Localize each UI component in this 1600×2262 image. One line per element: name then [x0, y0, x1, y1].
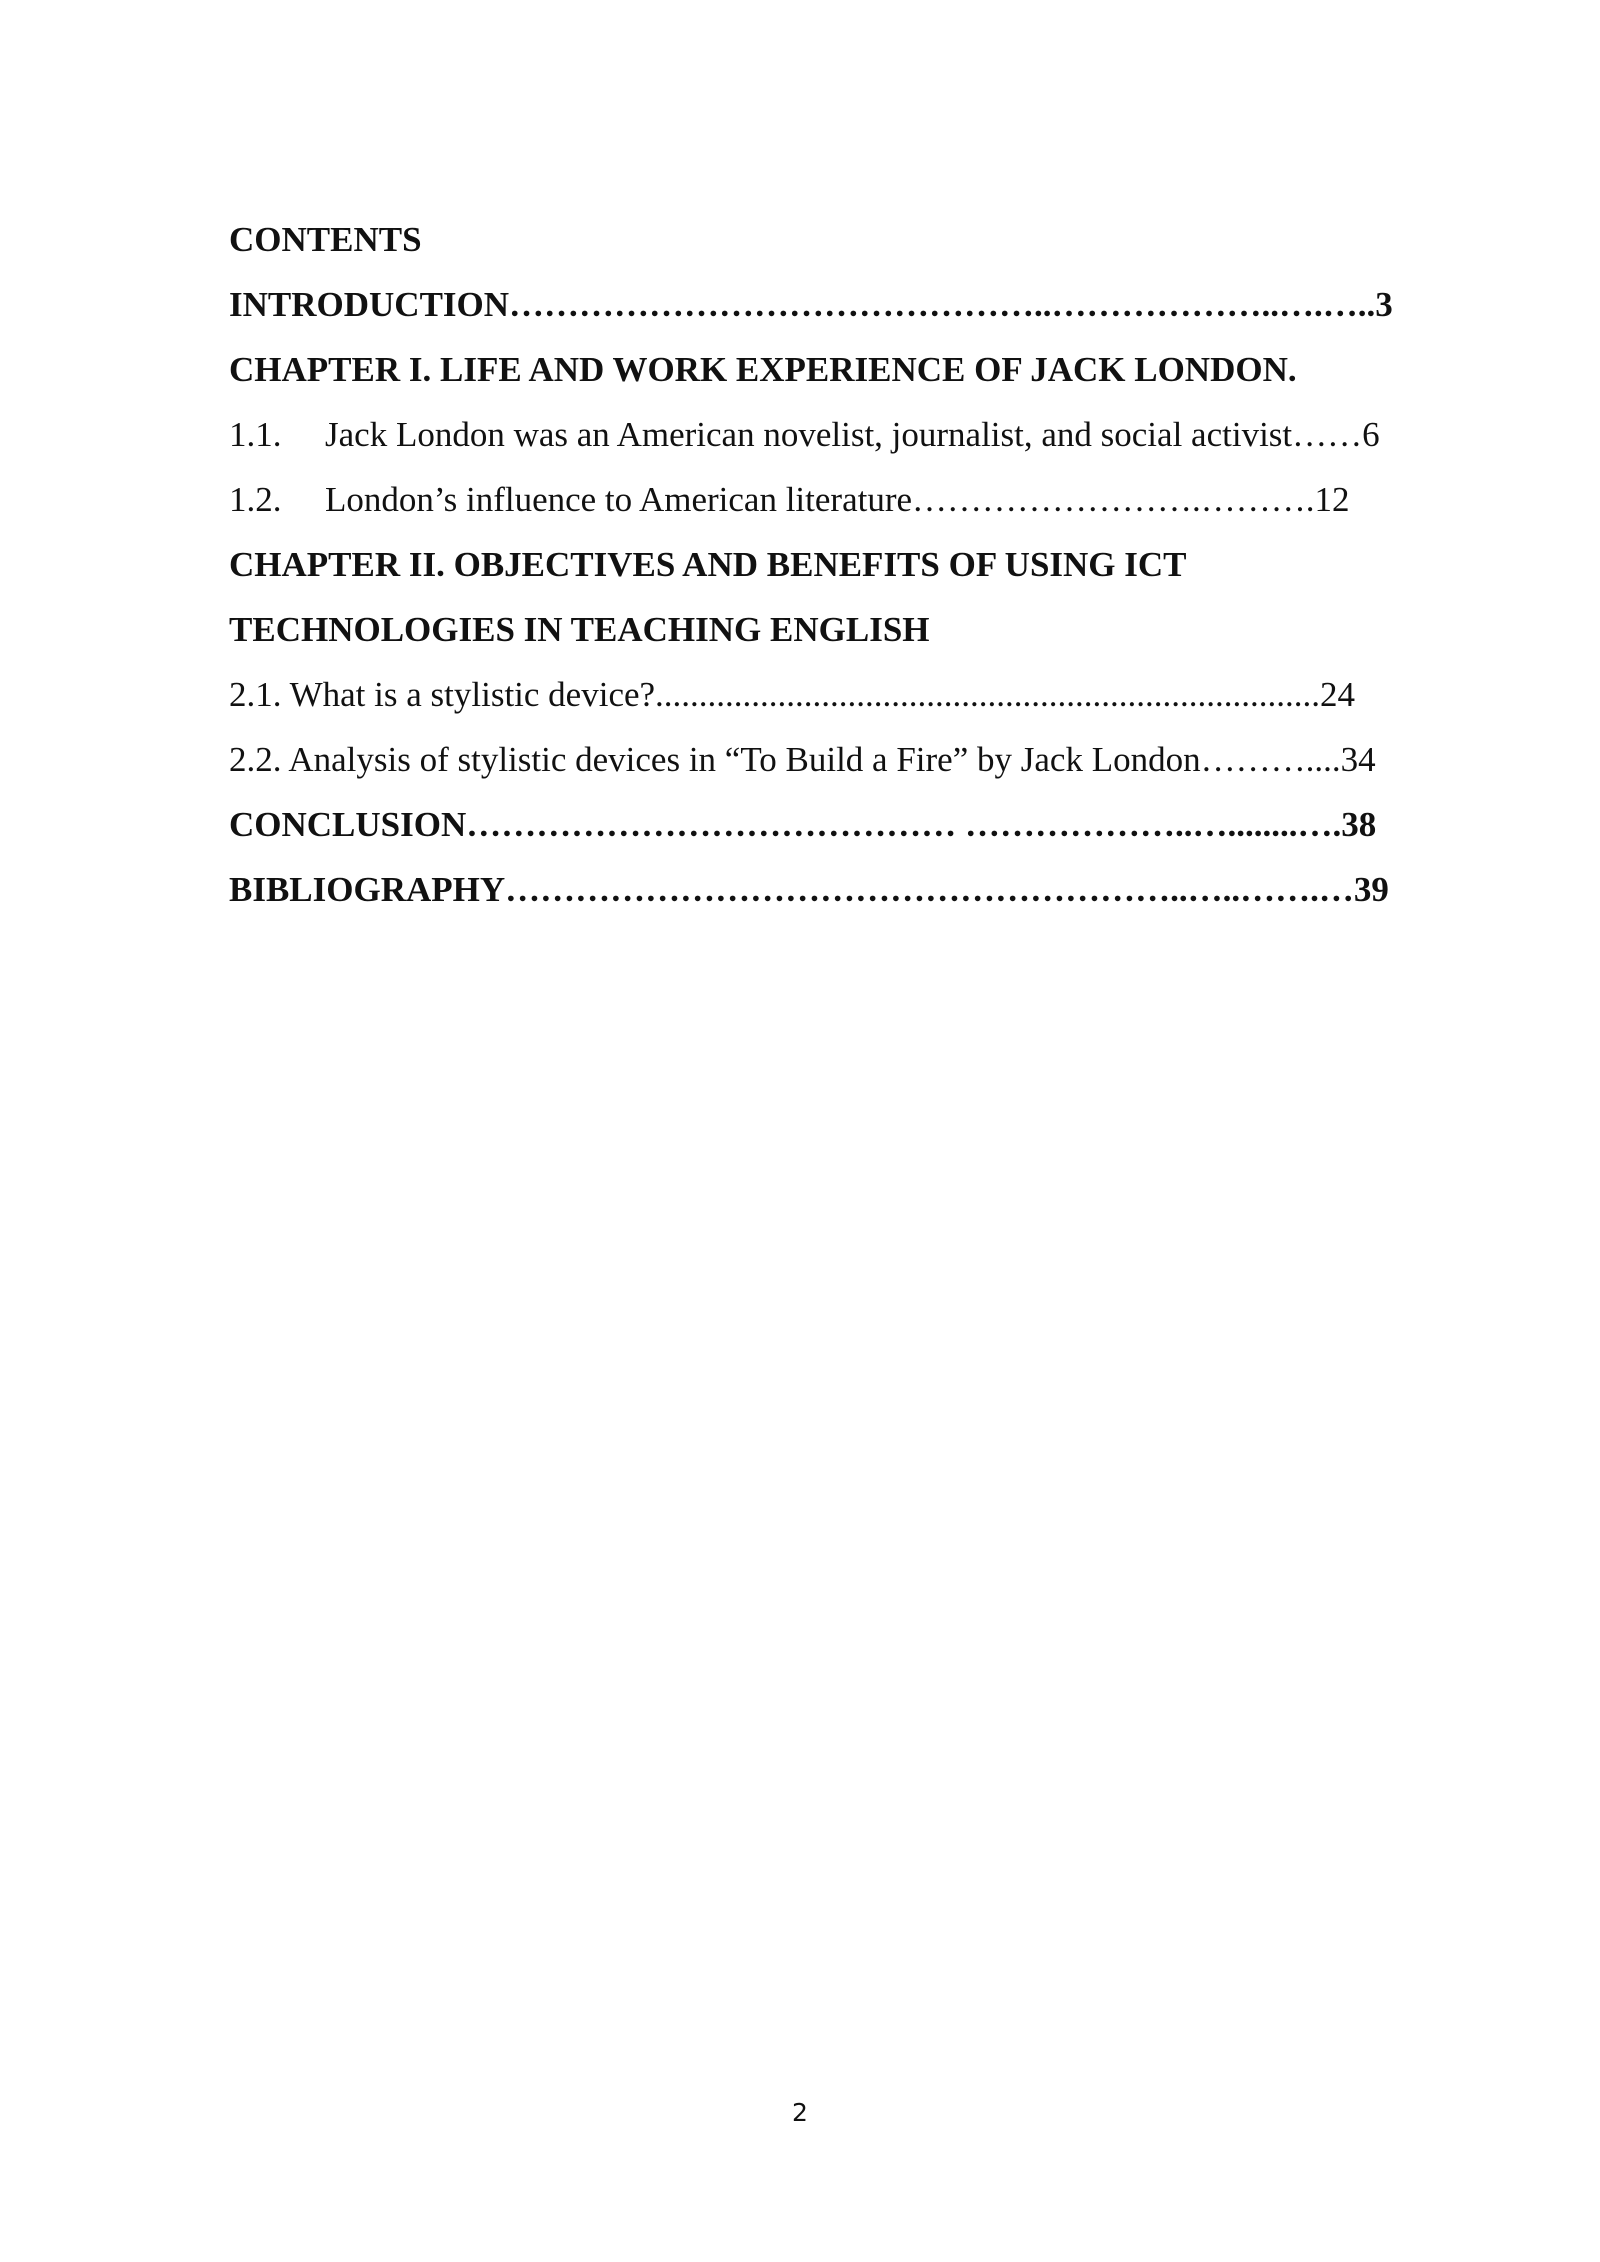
toc-entry-1-2-number: 1.2.: [229, 480, 282, 519]
toc-entry-1-1: [229, 407, 1529, 472]
toc-entry-2-1: 2.1. What is a stylistic device?............................................................................24: [229, 675, 1356, 714]
toc-entry-1-2: [229, 472, 1529, 537]
toc-entry-conclusion: CONCLUSION…………………………………… ………………..…........….38: [229, 805, 1377, 844]
table-of-contents: [229, 212, 1529, 927]
page-number: 2: [792, 2098, 808, 2127]
toc-entry-1-1-number: 1.1.: [229, 415, 282, 454]
toc-entry-1-2-text: London’s influence to American literature…………………….……….12: [325, 480, 1350, 519]
toc-heading: CONTENTS: [229, 220, 422, 259]
toc-chapter-2-title-line-1: CHAPTER II. OBJECTIVES AND BENEFITS OF USING ICT: [229, 545, 1187, 584]
toc-chapter-2-title-line-2: TECHNOLOGIES IN TEACHING ENGLISH: [229, 610, 930, 649]
toc-entry-2-2: 2.2. Analysis of stylistic devices in “To Build a Fire” by Jack London………....34: [229, 740, 1376, 779]
toc-entry-introduction: INTRODUCTION………………………………………..………………..….…..3: [229, 285, 1393, 324]
toc-chapter-1-title: CHAPTER I. LIFE AND WORK EXPERIENCE OF JACK LONDON.: [229, 350, 1297, 389]
toc-entry-1-1-text: Jack London was an American novelist, journalist, and social activist……6: [325, 415, 1380, 454]
toc-entry-bibliography: BIBLIOGRAPHY…………………………………………………..…..…….…39: [229, 870, 1389, 909]
